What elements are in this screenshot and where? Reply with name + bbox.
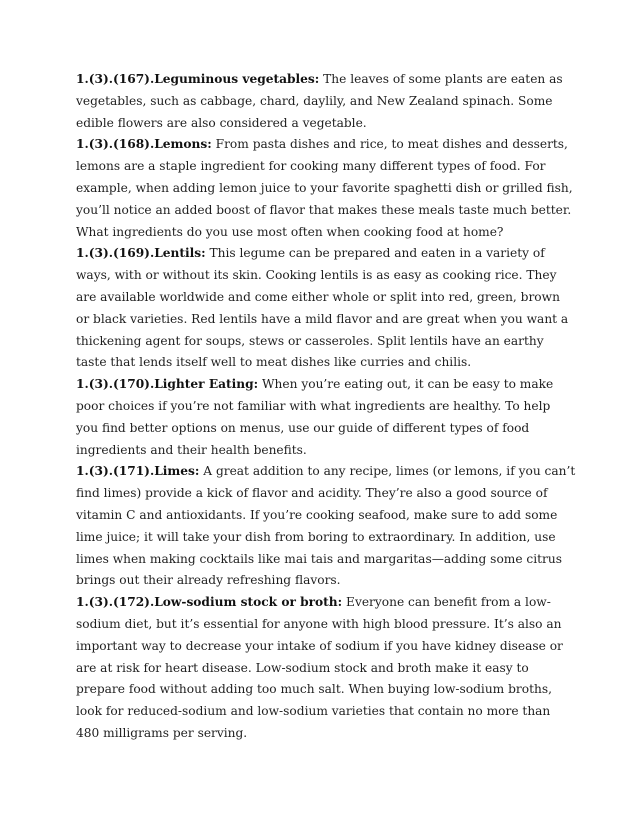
entry-heading: 1.(3).(172).Low-sodium stock or broth: — [76, 595, 343, 610]
entry-body: When you’re eating out, it can be easy to make poor choices if you’re not familiar with what ingredients are healthy. To help you find better options on menus, use our guide of different types of food ingredients and their health benefits. — [76, 377, 554, 457]
entry-heading: 1.(3).(169).Lentils: — [76, 246, 206, 261]
entry-body: The leaves of some plants are eaten as vegetables, such as cabbage, chard, daylily, and New Zealand spinach. Some edible flowers are also considered a vegetable. — [76, 72, 563, 130]
entry-lentils — [76, 243, 576, 374]
entry-low-sodium-stock — [76, 592, 576, 745]
entry-heading: 1.(3).(168).Lemons: — [76, 137, 212, 152]
entry-leguminous-vegetables — [76, 69, 576, 134]
entry-heading: 1.(3).(170).Lighter Eating: — [76, 377, 259, 392]
entry-heading: 1.(3).(171).Limes: — [76, 464, 200, 479]
entry-body: From pasta dishes and rice, to meat dishes and desserts, lemons are a staple ingredient for cooking many different types of food. For example, when adding lemon juice to your favorite spaghetti dish or grilled fish, you’ll notice an added boost of flavor that makes these meals taste much better. What ingredients do you use most often when cooking food at home? — [76, 137, 573, 239]
document-page — [76, 69, 576, 745]
entry-body: This legume can be prepared and eaten in a variety of ways, with or without its skin. Cooking lentils is as easy as cooking rice. They are available worldwide and come either whole or split into red, green, brown or black varieties. Red lentils have a mild flavor and are great when you want a thickening agent for soups, stews or casseroles. Split lentils have an earthy taste that lends itself well to meat dishes like curries and chilis. — [76, 246, 569, 370]
entry-body: Everyone can benefit from a low-sodium diet, but it’s essential for anyone with high blood pressure. It’s also an important way to decrease your intake of sodium if you have kidney disease or are at risk for heart disease. Low-sodium stock and broth make it easy to prepare food without adding too much salt. When buying low-sodium broths, look for reduced-sodium and low-sodium varieties that contain no more than 480 milligrams per serving. — [76, 595, 563, 740]
entry-heading: 1.(3).(167).Leguminous vegetables: — [76, 72, 320, 86]
entry-lemons — [76, 134, 576, 243]
entry-body: A great addition to any recipe, limes (or lemons, if you can’t find limes) provide a kick of flavor and acidity. They’re also a good source of vitamin C and antioxidants. If you’re cooking seafood, make sure to add some lime juice; it will take your dish from boring to extraordinary. In addition, use limes when making cocktails like mai tais and margaritas—adding some citrus brings out their already refreshing flavors. — [76, 464, 576, 588]
entry-limes — [76, 461, 576, 592]
entry-lighter-eating — [76, 374, 576, 461]
